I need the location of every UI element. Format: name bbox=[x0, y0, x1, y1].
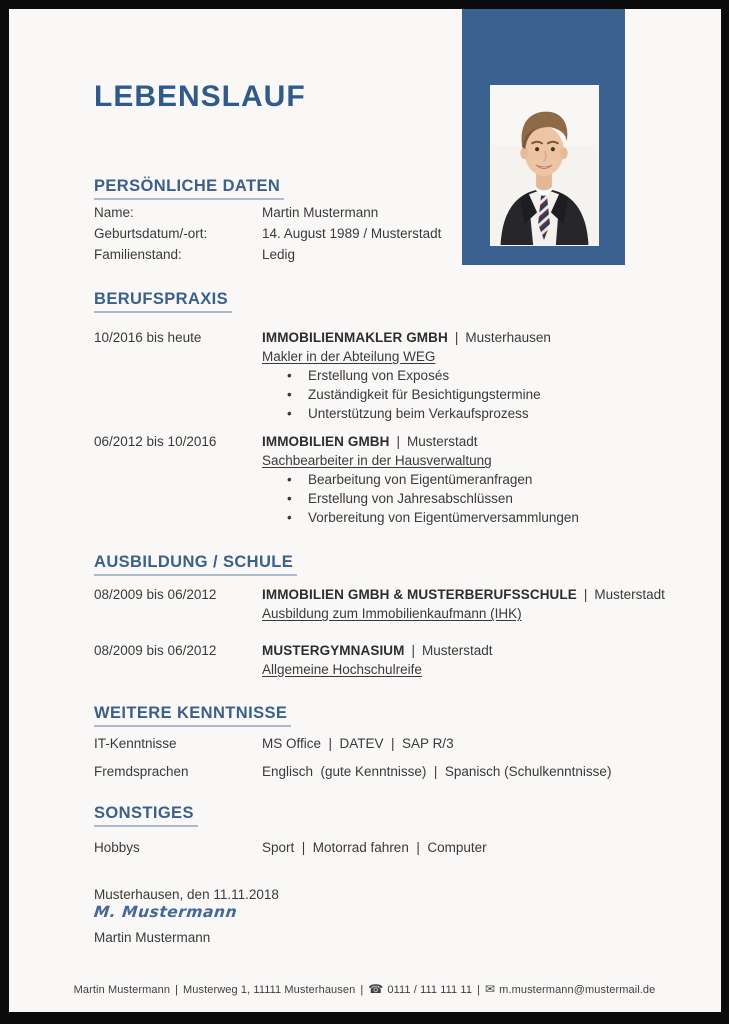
field-value: Sport | Motorrad fahren | Computer bbox=[262, 840, 487, 855]
pipe-separator: | bbox=[454, 330, 459, 345]
section-heading-personal: PERSÖNLICHE DATEN bbox=[94, 177, 284, 200]
school-name: MUSTERGYMNASIUM bbox=[262, 643, 405, 658]
pipe-separator: | bbox=[175, 984, 179, 996]
bullet-text: Unterstützung beim Verkaufsprozess bbox=[308, 406, 529, 421]
entry-company-line bbox=[262, 641, 692, 660]
field-value: Ledig bbox=[262, 247, 296, 262]
place-and-date: Musterhausen, den 11.11.2018 bbox=[94, 887, 279, 902]
pipe-separator: | bbox=[477, 984, 481, 996]
field-value: 14. August 1989 / Musterstadt bbox=[262, 226, 442, 241]
phone-icon: ☎ bbox=[368, 982, 384, 996]
field-label: Geburtsdatum/-ort: bbox=[94, 226, 208, 241]
pipe-separator: | bbox=[396, 434, 401, 449]
field-label: Name: bbox=[94, 205, 134, 220]
job-bullet bbox=[262, 508, 692, 527]
job-role: Sachbearbeiter in der Hausverwaltung bbox=[262, 453, 492, 468]
applicant-photo bbox=[490, 85, 599, 246]
photo-accent-panel bbox=[462, 9, 625, 265]
footer-phone: 0111 / 111 111 11 bbox=[387, 984, 473, 996]
education-degree: Allgemeine Hochschulreife bbox=[262, 662, 422, 677]
bullet-dot-icon bbox=[262, 404, 308, 423]
personal-data-rows bbox=[94, 202, 441, 265]
bullet-dot-icon bbox=[262, 385, 308, 404]
education-entry bbox=[262, 641, 692, 679]
school-location: Musterstadt bbox=[422, 643, 493, 658]
bullet-text: Bearbeitung von Eigentümeranfragen bbox=[308, 472, 533, 487]
company-name: IMMOBILIENMAKLER GMBH bbox=[262, 330, 448, 345]
education-degree: Ausbildung zum Immobilienkaufmann (IHK) bbox=[262, 606, 522, 621]
signature-printed-name: Martin Mustermann bbox=[94, 930, 211, 945]
field-value: Martin Mustermann bbox=[262, 205, 379, 220]
pipe-separator: | bbox=[583, 587, 588, 602]
entry-company-line bbox=[262, 585, 692, 604]
school-name: IMMOBILIEN GMBH & MUSTERBERUFSSCHULE bbox=[262, 587, 577, 602]
misc-rows bbox=[94, 840, 487, 855]
bullet-dot-icon bbox=[262, 470, 308, 489]
pipe-separator: | bbox=[411, 643, 416, 658]
field-label: Hobbys bbox=[94, 840, 140, 855]
footer-address: Musterweg 1, 11111 Musterhausen bbox=[183, 984, 356, 996]
field-value: MS Office | DATEV | SAP R/3 bbox=[262, 736, 454, 751]
field-value: Englisch (gute Kenntnisse) | Spanisch (Schulkenntnisse) bbox=[262, 764, 612, 779]
job-bullet bbox=[262, 404, 692, 423]
section-heading-education: AUSBILDUNG / SCHULE bbox=[94, 553, 297, 576]
section-heading-experience: BERUFSPRAXIS bbox=[94, 290, 232, 313]
section-heading-misc: SONSTIGES bbox=[94, 804, 198, 827]
misc-row-hobbies bbox=[94, 840, 487, 855]
skills-row-it bbox=[94, 736, 611, 751]
handwritten-signature: M. Mustermann bbox=[93, 903, 239, 921]
company-location: Musterstadt bbox=[407, 434, 478, 449]
bullet-dot-icon bbox=[262, 366, 308, 385]
footer-email: m.mustermann@mustermail.de bbox=[499, 984, 656, 996]
personal-row-name bbox=[94, 202, 441, 223]
experience-period: 10/2016 bis heute bbox=[94, 330, 202, 345]
experience-entry bbox=[262, 328, 692, 423]
pipe-separator: | bbox=[360, 984, 364, 996]
bullet-text: Erstellung von Exposés bbox=[308, 368, 450, 383]
job-bullet bbox=[262, 489, 692, 508]
section-heading-skills: WEITERE KENNTNISSE bbox=[94, 704, 291, 727]
experience-entry bbox=[262, 432, 692, 527]
job-bullet bbox=[262, 366, 692, 385]
personal-row-marital bbox=[94, 244, 441, 265]
page-title: LEBENSLAUF bbox=[94, 80, 306, 113]
field-label: IT-Kenntnisse bbox=[94, 736, 177, 751]
job-role: Makler in der Abteilung WEG bbox=[262, 349, 436, 364]
entry-company-line bbox=[262, 432, 692, 451]
bullet-dot-icon bbox=[262, 508, 308, 527]
education-period: 08/2009 bis 06/2012 bbox=[94, 587, 217, 602]
experience-period: 06/2012 bis 10/2016 bbox=[94, 434, 217, 449]
job-bullet bbox=[262, 385, 692, 404]
bullet-dot-icon bbox=[262, 489, 308, 508]
portrait-illustration bbox=[491, 86, 598, 245]
email-icon: ✉ bbox=[485, 982, 496, 996]
company-name: IMMOBILIEN GMBH bbox=[262, 434, 390, 449]
contact-footer bbox=[0, 982, 729, 996]
skills-rows bbox=[94, 736, 611, 792]
job-bullet bbox=[262, 470, 692, 489]
footer-name: Martin Mustermann bbox=[73, 984, 171, 996]
entry-company-line bbox=[262, 328, 692, 347]
bullet-text: Vorbereitung von Eigentümerversammlungen bbox=[308, 510, 579, 525]
education-entry bbox=[262, 585, 692, 623]
school-location: Musterstadt bbox=[594, 587, 665, 602]
skills-row-languages bbox=[94, 764, 611, 779]
bullet-text: Erstellung von Jahresabschlüssen bbox=[308, 491, 513, 506]
bullet-text: Zuständigkeit für Besichtigungstermine bbox=[308, 387, 541, 402]
education-period: 08/2009 bis 06/2012 bbox=[94, 643, 217, 658]
company-location: Musterhausen bbox=[465, 330, 551, 345]
field-label: Familienstand: bbox=[94, 247, 182, 262]
field-label: Fremdsprachen bbox=[94, 764, 189, 779]
personal-row-birth bbox=[94, 223, 441, 244]
